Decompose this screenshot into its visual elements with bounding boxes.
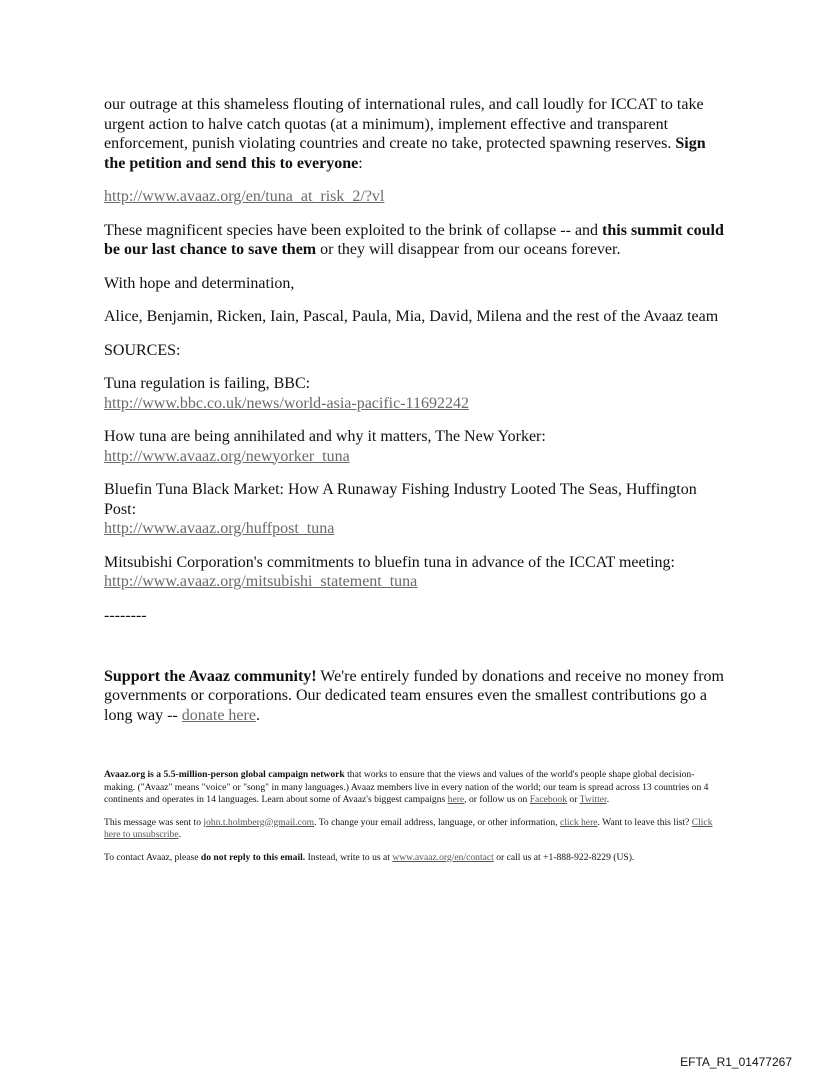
document-id: EFTA_R1_01477267 [680, 1055, 792, 1069]
source-title: How tuna are being annihilated and why it matters, The New Yorker: [104, 428, 546, 445]
source-link[interactable]: http://www.avaaz.org/mitsubishi_statement_tuna [104, 573, 418, 590]
contact-text-3: or call us at +1-888-922-8229 (US). [493, 851, 635, 863]
source-item [104, 480, 724, 539]
leave-text: . Want to leave this list? [597, 816, 692, 828]
sent-to-notice [104, 817, 724, 842]
email-body [104, 95, 724, 874]
contact-notice [104, 852, 724, 865]
recipient-email-link[interactable]: john.t.holmberg@gmail.com [203, 816, 315, 828]
signers-line: Alice, Benjamin, Ricken, Iain, Pascal, Paula, Mia, David, Milena and the rest of the Avaaz team [104, 308, 719, 325]
source-link[interactable]: http://www.avaaz.org/newyorker_tuna [104, 447, 350, 465]
collapse-paragraph [104, 221, 724, 260]
source-link[interactable]: http://www.bbc.co.uk/news/world-asia-pacific-11692242 [104, 394, 469, 412]
contact-text-2: Instead, write to us at [305, 851, 393, 863]
intro-paragraph [104, 95, 724, 173]
sent-text: This message was sent to [104, 816, 204, 828]
intro-tail: : [358, 154, 363, 172]
contact-link[interactable]: www.avaaz.org/en/contact [392, 851, 494, 863]
source-link[interactable]: http://www.avaaz.org/huffpost_tuna [104, 520, 335, 537]
about-bold: Avaaz.org is a 5.5-million-person global campaign network [104, 769, 345, 780]
separator: -------- [104, 606, 147, 624]
campaigns-link[interactable]: here [447, 794, 465, 805]
intro-text: our outrage at this shameless flouting of international rules, and call loudly for ICCAT to take urgent action to halve catch quotas (at a minimum), implement effective and transparent enforcement, punish violating countries and create no take, protected spawning reserves. [104, 96, 704, 152]
petition-link[interactable]: http://www.avaaz.org/en/tuna_at_risk_2/?vl [104, 188, 385, 205]
petition-link-paragraph [104, 187, 724, 207]
collapse-text: These magnificent species have been exploited to the brink of collapse -- and [104, 221, 603, 239]
support-tail: . [255, 706, 260, 724]
source-item [104, 427, 724, 466]
about-text: that works to ensure that the views and values of the world's people shape global decision-making. ("Avaaz" means "voice" or "song" in many languages.) Avaaz members live in every nation of the world; our team is spread across 13 countries on 4 continents and operates in 14 languages. Learn about some of Avaaz's biggest campaigns [104, 769, 709, 805]
source-title: Tuna regulation is failing, BBC: [104, 375, 311, 392]
period: . [178, 829, 182, 840]
follow-text: , or follow us on [464, 794, 530, 805]
twitter-link[interactable]: Twitter [579, 794, 607, 805]
support-paragraph [104, 667, 724, 726]
change-text: . To change your email address, language, or other information, [314, 816, 560, 828]
source-item [104, 553, 724, 592]
or-text: or [567, 794, 580, 805]
last-chance-callout: this summit could be our last chance to save them [104, 221, 724, 258]
about-avaaz [104, 769, 724, 807]
collapse-tail: or they will disappear from our oceans forever. [316, 241, 621, 258]
facebook-link[interactable]: Facebook [529, 794, 568, 805]
closing-line: With hope and determination, [104, 274, 295, 292]
donate-link[interactable]: donate here [181, 706, 256, 724]
support-text: We're entirely funded by donations and receive no money from governments or corporations. Our dedicated team ensures even the smallest contributions go a long way -- [104, 667, 724, 724]
sign-petition-callout: Sign the petition and send this to everyone [104, 135, 706, 172]
contact-text: To contact Avaaz, please [104, 851, 201, 863]
change-settings-link[interactable]: click here [559, 816, 598, 828]
unsubscribe-link[interactable]: Click here to unsubscribe [104, 816, 713, 840]
period: . [606, 794, 610, 805]
source-item [104, 374, 724, 413]
no-reply-warning: do not reply to this email. [200, 851, 306, 863]
sources-heading: SOURCES: [104, 341, 181, 359]
support-callout: Support the Avaaz community! [104, 667, 317, 685]
source-title: Bluefin Tuna Black Market: How A Runaway Fishing Industry Looted The Seas, Huffington Post: [104, 481, 697, 518]
source-title: Mitsubishi Corporation's commitments to bluefin tuna in advance of the ICCAT meeting: [104, 553, 675, 571]
